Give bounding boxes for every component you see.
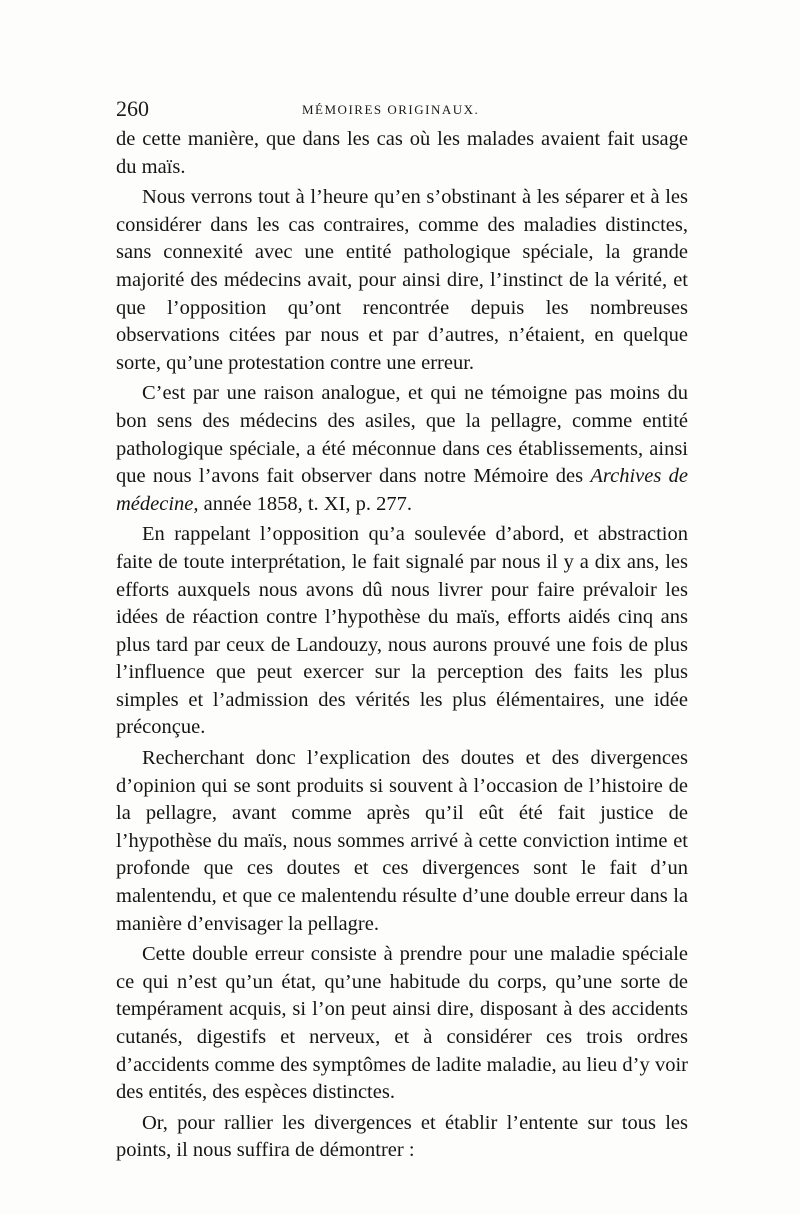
body-text — [116, 126, 688, 1168]
journal-title-italic: Archives de médecine, — [116, 465, 688, 515]
paragraph-3-text-end: année 1858, t. XI, p. 277. — [198, 492, 413, 515]
page-number: 260 — [116, 96, 149, 121]
paragraph-6: Cette double erreur consiste à prendre pour une maladie spéciale ce qui n’est qu’un état, qu’une habitude du corps, qu’une sorte de tempérament acquis, si l’on peut ainsi dire, disposant à des accidents cutanés, digestifs et nerveux, et à considérer ces trois ordres d’accidents comme des symptômes de ladite maladie, au lieu d’y voir des entités, des espèces distinctes. — [116, 943, 688, 1104]
paragraph-2: Nous verrons tout à l’heure qu’en s’obstinant à les séparer et à les considérer dans les cas contraires, comme des maladies distinctes, sans connexité avec une entité pathologique spéciale, la grande majorité des médecins avait, pour ainsi dire, l’instinct de la vérité, et que l’opposition qu’ont rencontrée depuis les nombreuses observations citées par nous et par d’autres, n’étaient, en quelque sorte, qu’une protestation contre une erreur. — [116, 186, 688, 374]
paragraph-3-text-start: C’est par une raison analogue, et qui ne témoigne pas moins du bon sens des médecins des asiles, que la pellagre, comme entité pathologique spéciale, a été méconnue dans ces établissements, ainsi que nous l’avons fait observer dans notre Mémoire des — [116, 382, 688, 488]
paragraph-4: En rappelant l’opposition qu’a soulevée d’abord, et abstraction faite de toute interprétation, le fait signalé par nous il y a dix ans, les efforts auxquels nous avons dû nous livrer pour faire prévaloir les idées de réaction contre l’hypothèse du maïs, efforts aidés cinq ans plus tard par ceux de Landouzy, nous aurons prouvé une fois de plus l’influence que peut exercer sur la perception des faits les plus simples et l’admission des vérités les plus élémentaires, une idée préconçue. — [116, 523, 688, 739]
paragraph-3 — [116, 380, 688, 518]
paragraph-1: de cette manière, que dans les cas où les malades avaient fait usage du maïs. — [116, 128, 688, 178]
running-title: MÉMOIRES ORIGINAUX. — [302, 102, 480, 117]
paragraph-5: Recherchant donc l’explication des doutes et des divergences d’opinion qui se sont produits si souvent à l’occasion de l’histoire de la pellagre, avant comme après qu’il eût été fait justice de l’hypothèse du maïs, nous sommes arrivé à cette conviction intime et profonde que ces doutes et ces divergences sont le fait d’un malentendu, et que ce malentendu résulte d’une double erreur dans la manière d’envisager la pellagre. — [116, 747, 688, 935]
paragraph-7: Or, pour rallier les divergences et établir l’entente sur tous les points, il nous suffira de démontrer : — [116, 1111, 688, 1162]
page-header — [116, 96, 686, 126]
